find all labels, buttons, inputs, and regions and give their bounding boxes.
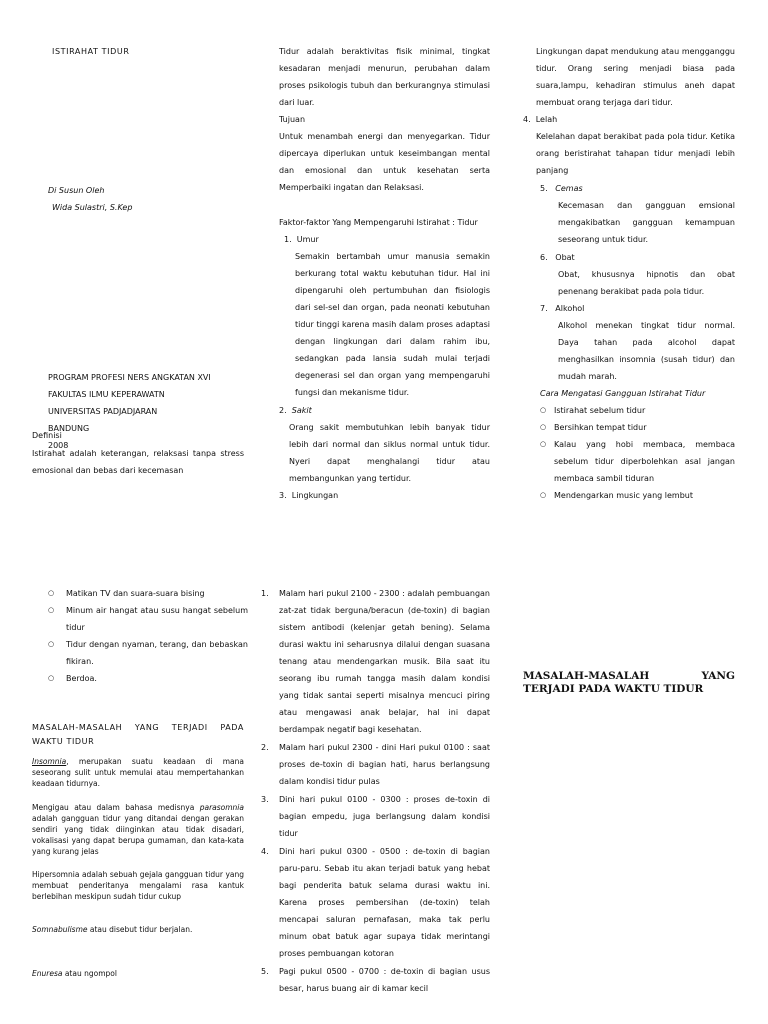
somnambulisme-paragraph: Somnabulisme atau disebut tidur berjalan. xyxy=(32,925,193,934)
faktor-item-alkohol xyxy=(540,300,584,317)
institution-block xyxy=(48,369,211,454)
item-number: 2. xyxy=(279,406,287,415)
parasomnia-term: parasomnia xyxy=(199,803,244,812)
item-number: 2. xyxy=(261,743,269,752)
brochure-title: ISTIRAHAT TIDUR xyxy=(52,47,130,56)
item-number: 1. xyxy=(284,235,292,244)
circle-bullet-icon: ○ xyxy=(540,406,547,414)
item-number: 4. xyxy=(523,115,531,124)
item-label: Sakit xyxy=(291,406,312,415)
item-number: 5. xyxy=(540,184,548,193)
mengigau-paragraph: Mengigau atau dalam bahasa medisnya parasomnia adalah gangguan tidur yang ditandai dengan gerakan sendiri yang tidak diinginkan atau tidak disadari, vokalisasi yang dapat berupa gumaman, dan kata-kata yang kurang jelas xyxy=(32,803,244,856)
enuresa-paragraph: Enuresa atau ngompol xyxy=(32,969,117,978)
item-label: Umur xyxy=(296,235,319,244)
enuresa-term: Enuresa xyxy=(32,969,63,978)
item-number: 3. xyxy=(279,491,287,500)
item-label: Alkohol xyxy=(555,304,585,313)
circle-bullet-icon: ○ xyxy=(48,589,55,597)
item-number: 7. xyxy=(540,304,548,313)
detox-list xyxy=(261,585,490,997)
circle-bullet-icon: ○ xyxy=(540,423,547,431)
masalah-heading: MASALAH-MASALAH YANG TERJADI PADA WAKTU TIDUR xyxy=(32,723,244,746)
faktor-umur-text: Semakin bertambah umur manusia semakin berkurang total waktu kebutuhan tidur. Hal ini dipengaruhi oleh pertumbuhan dan fisiologis dari sel-sel dan organ, pada neonati kebutuhan tidur tinggi karena masih dalam proses adaptasi dengan lingkungan dari dalam rahim ibu, sedangkan pada lansia sudah mulai terjadi degenerasi sel dan organ yang mempengaruhi fungsi dan mekanisme tidur. xyxy=(295,252,490,397)
list-item: ○ Tidur dengan nyaman, terang, dan bebaskan fikiran. xyxy=(48,636,248,670)
item-label: Lingkungan xyxy=(291,491,339,500)
list-item: ○ Berdoa. xyxy=(48,670,248,687)
tips-list xyxy=(48,585,248,687)
item-number: 6. xyxy=(540,253,548,262)
faktor-item-umur xyxy=(284,231,319,248)
item-number: 3. xyxy=(261,795,269,804)
institution-line: PROGRAM PROFESI NERS ANGKATAN XVI xyxy=(48,373,211,382)
list-item xyxy=(261,739,490,790)
cemas-text: Kecemasan dan gangguan emsional mengakibatkan gangguan kemampuan seseorang untuk tidur. xyxy=(558,201,735,244)
item-label: Cemas xyxy=(555,184,583,193)
institution-line: 2008 xyxy=(48,441,69,450)
tujuan-heading: Tujuan xyxy=(279,115,306,124)
cara-heading: Cara Mengatasi Gangguan Istirahat Tidur xyxy=(540,389,706,398)
institution-line: BANDUNG xyxy=(48,424,90,433)
faktor-item-obat xyxy=(540,249,575,266)
insomnia-term: Insomnia xyxy=(32,757,67,766)
somnambulisme-term: Somnabulisme xyxy=(32,925,88,934)
item-number: 1. xyxy=(261,589,269,598)
list-item: ○ Istirahat sebelum tidur xyxy=(540,402,735,419)
circle-bullet-icon: ○ xyxy=(48,674,55,682)
institution-line: UNIVERSITAS PADJADJARAN xyxy=(48,407,158,416)
faktor-item-cemas xyxy=(540,180,583,197)
item-number: 5. xyxy=(261,967,269,976)
definisi-text: Istirahat adalah keterangan, relaksasi tanpa stress emosional dan bebas dari kecemasan xyxy=(32,449,244,475)
list-item xyxy=(261,843,490,962)
cover-title: MASALAH-MASALAH YANG TERJADI PADA WAKTU TIDUR xyxy=(523,670,735,695)
list-item xyxy=(261,963,490,997)
circle-bullet-icon: ○ xyxy=(540,491,547,499)
item-label: Obat xyxy=(555,253,575,262)
lingkungan-text: Lingkungan dapat mendukung atau mengganggu tidur. Orang sering menjadi biasa pada suara,lampu, kehadiran stimulus aneh dapat membuat orang terjaga dari tidur. xyxy=(536,47,735,107)
faktor-item-lelah xyxy=(523,111,557,128)
circle-bullet-icon: ○ xyxy=(540,440,547,448)
list-item: ○ Minum air hangat atau susu hangat sebelum tidur xyxy=(48,602,248,636)
list-item: ○ Mendengarkan music yang lembut xyxy=(540,487,735,504)
item-text: Dini hari pukul 0100 - 0300 : proses de-toxin di bagian empedu, juga berlangsung dalam kondisi tidur xyxy=(279,795,490,838)
item-text: Malam hari pukul 2300 - dini Hari pukul 0100 : saat proses de-toxin di bagian hati, harus berlangsung dalam kondisi tidur pulas xyxy=(279,743,490,786)
item-text: Pagi pukul 0500 - 0700 : de-toxin di bagian usus besar, harus buang air di kamar kecil xyxy=(279,967,490,993)
definisi-heading: Definisi xyxy=(32,431,62,440)
obat-text: Obat, khususnya hipnotis dan obat penenang berakibat pada pola tidur. xyxy=(558,270,735,296)
tidur-intro: Tidur adalah beraktivitas fisik minimal, tingkat kesadaran menjadi menurun, perubahan dalam proses psikologis tubuh dan berkurangnya stimulasi dari luar. xyxy=(279,47,490,107)
item-label: Lelah xyxy=(535,115,558,124)
institution-line: FAKULTAS ILMU KEPERAWATN xyxy=(48,390,165,399)
author-name: Wida Sulastri, S.Kep xyxy=(52,203,133,212)
list-item: ○ Matikan TV dan suara-suara bising xyxy=(48,585,248,602)
alkohol-text: Alkohol menekan tingkat tidur normal. Daya tahan pada alcohol dapat menghasilkan insomnia (susah tidur) dan mudah marah. xyxy=(558,321,735,381)
faktor-heading: Faktor-faktor Yang Mempengaruhi Istirahat : Tidur xyxy=(279,218,478,227)
item-text: Malam hari pukul 2100 - 2300 : adalah pembuangan zat-zat tidak berguna/beracun (de-toxin) di bagian sistem antibodi (kelenjar getah bening). Selama durasi waktu ini seharusnya dilalui dengan suasana tenang atau mendengarkan musik. Bila saat itu seorang ibu rumah tangga masih dalam kondisi yang tidak santai seperti misalnya mencuci piring atau mengawasi anak belajar, hal ini dapat berdampak negatif bagi kesehatan. xyxy=(279,589,490,734)
list-item xyxy=(261,585,490,738)
faktor-sakit-text: Orang sakit membutuhkan lebih banyak tidur lebih dari normal dan siklus normal untuk tidur. Nyeri dapat menghalangi tidur atau membangunkan yang tertidur. xyxy=(289,423,490,483)
hipersomnia-paragraph: Hipersomnia adalah sebuah gejala gangguan tidur yang membuat penderitanya mengalami rasa kantuk berlebihan meskipun sudah tidur cukup xyxy=(32,870,244,901)
insomnia-paragraph: Insomnia, merupakan suatu keadaan di mana seseorang sulit untuk memulai atau mempertahankan keadaan tidurnya. xyxy=(32,757,244,788)
list-item: ○ Kalau yang hobi membaca, membaca sebelum tidur diperbolehkan asal jangan membaca sambil tiduran xyxy=(540,436,735,487)
tujuan-text: Untuk menambah energi dan menyegarkan. Tidur dipercaya diperlukan untuk keseimbangan mental dan emosional dan untuk kesehatan serta Memperbaiki ingatan dan Relaksasi. xyxy=(279,132,490,192)
faktor-item-lingkungan xyxy=(279,487,338,504)
list-item: ○ Bersihkan tempat tidur xyxy=(540,419,735,436)
circle-bullet-icon: ○ xyxy=(48,640,55,648)
faktor-item-sakit xyxy=(279,402,312,419)
author-by: Di Susun Oleh xyxy=(48,186,105,195)
item-number: 4. xyxy=(261,847,269,856)
circle-bullet-icon: ○ xyxy=(48,606,55,614)
cara-list xyxy=(540,402,735,504)
lelah-text: Kelelahan dapat berakibat pada pola tidur. Ketika orang beristirahat tahapan tidur menjadi lebih panjang xyxy=(536,132,735,175)
list-item xyxy=(261,791,490,842)
item-text: Dini hari pukul 0300 - 0500 : de-toxin di bagian paru-paru. Sebab itu akan terjadi batuk yang hebat bagi penderita batuk selama durasi waktu ini. Karena proses pembersihan (de-toxin) telah mencapai saluran pernafasan, maka tak perlu minum obat batuk agar supaya tidak merintangi proses pembuangan kotoran xyxy=(279,847,490,958)
